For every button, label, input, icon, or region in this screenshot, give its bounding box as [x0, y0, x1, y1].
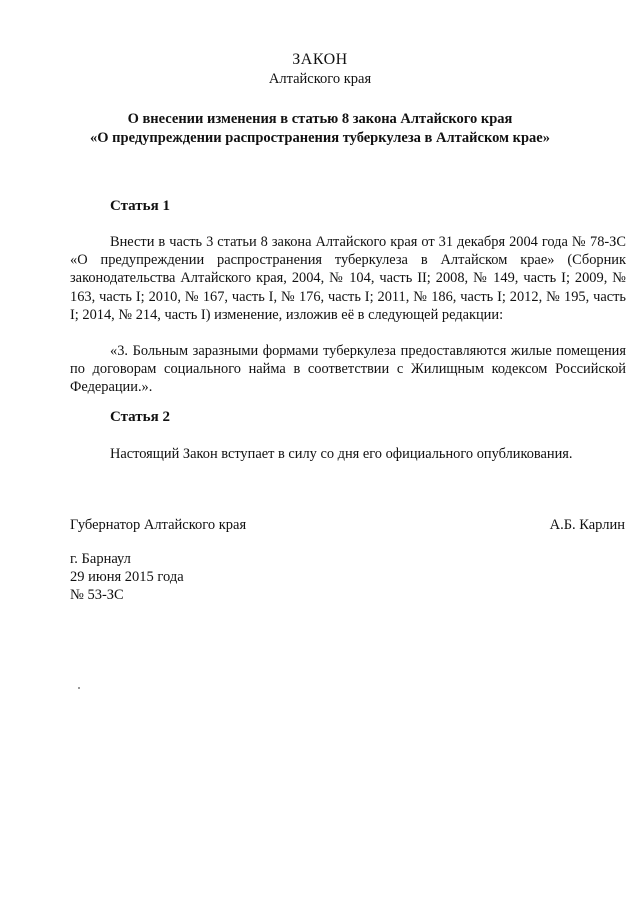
document-type: ЗАКОН: [292, 51, 348, 68]
signatory-name: А.Б. Карлин: [549, 517, 625, 533]
city-of-signing: г. Барнаул: [70, 551, 131, 567]
scan-speck: [78, 687, 80, 689]
article-1-paragraph-1: Внести в часть 3 статьи 8 закона Алтайского края от 31 декабря 2004 года № 78-ЗС «О предупреждении распространения туберкулеза в Алтайском крае» (Сборник законодательства Алтайского края, 2004, № 104, часть II; 2008, № 149, часть I; 2009, № 163, часть I; 2010, № 167, часть I, № 176, часть I; 2011, № 186, часть I; 2012, № 195, часть I; 2014, № 214, часть I) изменение, изложив её в следующей редакции:: [70, 234, 626, 323]
signatory-position: Губернатор Алтайского края: [70, 517, 247, 533]
document-title-line-1: О внесении изменения в статью 8 закона Алтайского края: [127, 111, 513, 127]
document-region: Алтайского края: [268, 71, 372, 87]
article-1-paragraph-2: «3. Больным заразными формами туберкулеза предоставляются жилые помещения по договорам социального найма в соответствии с Жилищным кодексом Российской Федерации.».: [70, 343, 626, 396]
article-2-paragraph-1: Настоящий Закон вступает в силу со дня его официального опубликования.: [110, 446, 573, 462]
law-number: № 53-ЗС: [70, 587, 124, 603]
date-of-signing: 29 июня 2015 года: [70, 569, 184, 585]
article-1-heading: Статья 1: [110, 198, 170, 214]
article-2-heading: Статья 2: [110, 409, 170, 425]
document-title-line-2: «О предупреждении распространения туберкулеза в Алтайском крае»: [90, 130, 550, 146]
